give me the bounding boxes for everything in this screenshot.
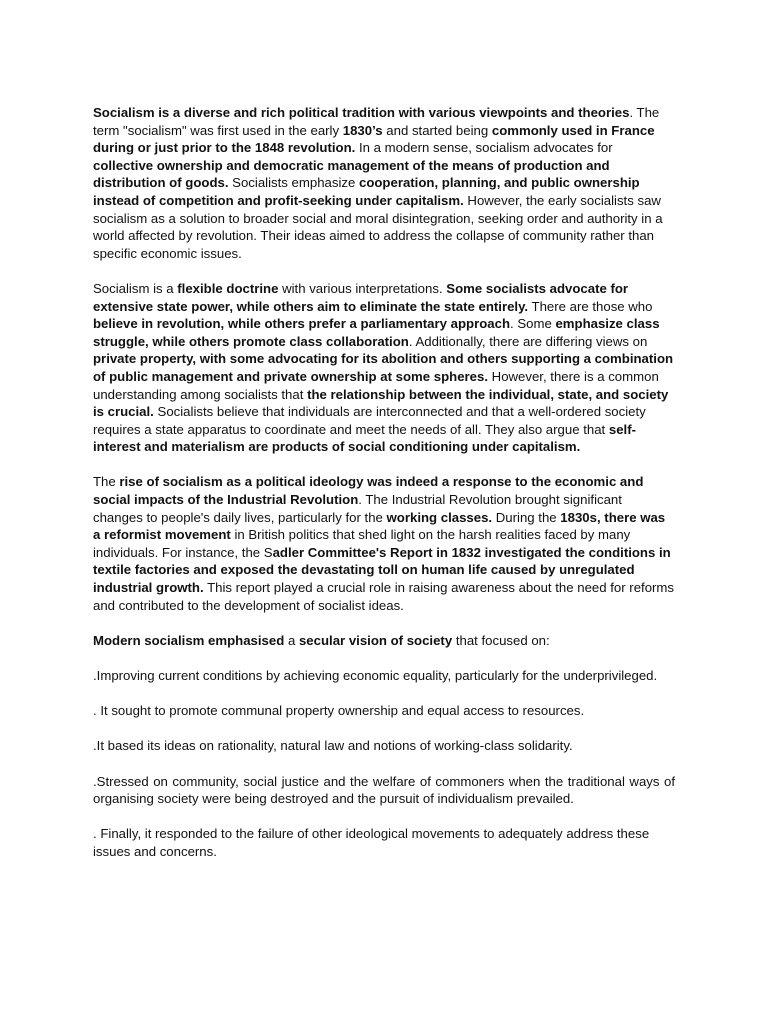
bold-text: commonly used in France during or just prior to the 1848 revolution. [93,122,655,156]
text-run: . It sought to promote communal property ownership and equal access to resources. [93,703,585,719]
text-run: that focused on: [452,632,550,648]
paragraph-1 [93,104,675,262]
text-run: In a modern sense, socialism advocates for [355,140,613,156]
text-run: The [93,474,120,490]
bold-text: the relationship between the individual, state, and society is crucial. [93,386,669,420]
document-page [93,104,675,878]
bold-text: believe in revolution, while others prefer a parliamentary approach [93,316,510,332]
bold-text: self-interest and materialism are products of social conditioning under capitalism. [93,421,636,455]
list-item-1 [93,667,675,685]
bold-text: secular vision of society [298,632,453,648]
text-run: in British politics that shed light on the harsh realities faced by many individuals. For instance, the S [93,527,631,560]
bold-text: flexible doctrine [177,280,279,296]
text-run: .Stressed on community, social justice and the welfare of commoners when the traditional ways of organising society were being destroyed and the pursuit of individualism prevailed. [93,773,675,807]
text-run: However, the early socialists saw socialism as a solution to broader social and moral disintegration, seeking order and authority in a world affected by revolution. Their ideas aimed to address the collapse of community rather than specific economic issues. [93,192,663,261]
bold-text: private property, with some advocating for its abolition and others supporting a combination of public management and private ownership at some spheres. [93,351,674,384]
text-run: . The term "socialism" was first used in the early [93,105,660,138]
text-run: . Additionally, there are differing views on [408,333,648,349]
text-run: a [284,632,299,648]
bold-text: Socialism is a diverse and rich political tradition with various viewpoints and theories [93,105,630,120]
bold-text: 1830s, there was a reformist movement [93,509,666,543]
bold-text: Modern socialism emphasised [93,632,285,648]
text-run: . Some [510,316,556,332]
bold-text: adler Committee's Report in 1832 investigated the conditions in textile factories and exposed the devastating toll on human life caused by unregulated industrial growth. [93,544,671,596]
text-run: Socialists emphasize [228,175,359,191]
paragraph-3 [93,473,675,614]
paragraph-2 [93,280,675,456]
bold-text: emphasize class struggle, while others promote class collaboration [93,316,660,349]
bold-text: rise of socialism as a political ideology was indeed a response to the economic and social impacts of the Industrial Revolution [93,474,644,508]
list-item-4 [93,773,675,808]
list-item-5 [93,825,675,860]
paragraph-4 [93,632,675,650]
list-item-3 [93,737,675,755]
text-run: .It based its ideas on rationality, natural law and notions of working-class solidarity. [93,738,573,754]
text-run: Socialists believe that individuals are interconnected and that a well-ordered society requires a state apparatus to coordinate and meet the needs of all. They also argue that [93,404,646,437]
bold-text: 1830’s [342,122,383,138]
text-run: . The Industrial Revolution brought significant changes to people's daily lives, particularly for the [93,492,622,525]
text-run: . Finally, it responded to the failure of other ideological movements to adequately address these issues and concerns. [93,826,650,859]
text-run: During the [492,509,561,525]
list-item-2 [93,702,675,720]
bold-text: Some socialists advocate for extensive state power, while others aim to eliminate the state entirely. [93,280,629,314]
text-run: However, there is a common understanding among socialists that [93,368,659,402]
text-run: This report played a crucial role in raising awareness about the need for reforms and contributed to the development of socialist ideas. [93,580,674,613]
bold-text: cooperation, planning, and public ownership instead of competition and profit-seeking under capitalism. [93,175,640,208]
text-run: .Improving current conditions by achieving economic equality, particularly for the underprivileged. [93,668,658,683]
text-run: There are those who [528,298,653,314]
text-run: Socialism is a [93,280,178,296]
text-run: and started being [382,122,492,138]
bold-text: working classes. [386,509,493,525]
bold-text: collective ownership and democratic management of the means of production and distribution of goods. [93,157,610,191]
text-run: with various interpretations. [278,280,447,296]
